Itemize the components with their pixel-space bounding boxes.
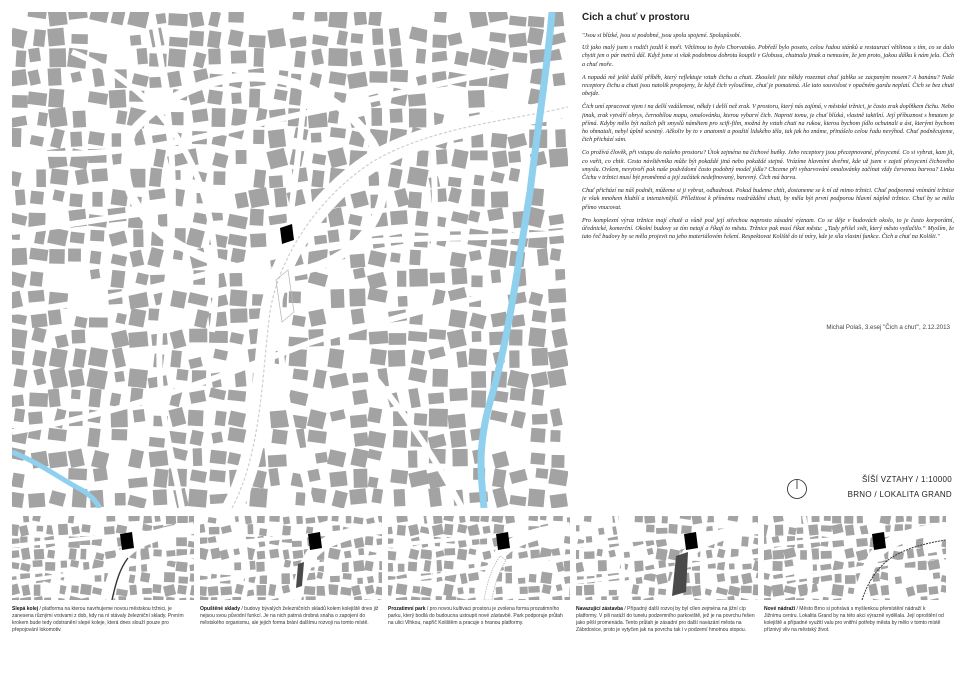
essay [582,12,954,342]
site-block [120,532,134,550]
phase-map-2 [200,516,382,600]
caption-title: Navazující zástavba [576,606,623,612]
caption-5 [764,606,944,634]
caption-title: Nové nádraží [764,606,796,612]
essay-title: Čich a chuť v prostoru [582,12,690,23]
phase-map-5 [764,516,946,600]
caption-text: / Město Brno si pohrává s myšlenkou přemístění nádraží k Jižnímu centru. Lokalita Grand by na této akci výrazně vydělala. Její oproštění od kolejiště a případné využití valu pro vnitřní potřeby města by mělo v tomto místě příznivý vliv na městský život. [764,606,944,633]
phase-map-3 [388,516,570,600]
site-block [684,532,698,550]
caption-text: / platforma na kterou navrhujeme novou městskou tržnici, je zanesena různými vrstvami z dob, kdy na ní stávaly železniční sklady. Prvním krokem bude tedy odstranění slepé koleje, která dnes slouží pouze pro přepojování lokomotiv. [12,606,184,633]
caption-1 [12,606,192,634]
caption-2 [200,606,380,627]
caption-text: / Případný další rozvoj by byl cílen zejména na jižní cíp platformy. V pili naráží do tunelu podzemního parkoviště, jež je na povrchu řešen jako pěší promenáda. Tento průtah je zásadní pro další navázání města na Zábrdovice, proto je vytyčen jak na povrchu tak i v podzemí hmotnou stopou. [576,606,755,633]
north-arrow-icon [786,478,808,500]
caption-text: / budovy bývalých železničních skladů kolem kolejiště dnes již nejsou svou původní funkcí. Je na nich patrná drobná snaha o zapojení do městského organismu, ale jejich forma brání dalšímu rozvoji na tomto místě. [200,606,379,626]
caption-text: / pro novou kultivaci prostoru je zvolena forma prozatimního parku, který bodlá do budoucna ustoupit nové zástavbě. Park podporuje průtah na ulici Vlhkou, napříč Kolištěm a pracuje s hranou platformy. [388,606,563,626]
caption-3 [388,606,568,627]
essay-paragraph: Chuť přichází na náš podnět, můžeme si ji vybrat, odhadnout. Pokud budeme chtít, dostaneme se k ní až mimo tržnici. Chuť podporená vnímání tržnice je však mnohem hlubší a intenzivnější. Příležitost k přímému rozdráždění chuti, by měla být první podporou hlavní náplně tržnice. Chuť by se měla přímo vnucovat. [582,188,954,211]
essay-paragraph: A napadá mě ještě další příběh, který reflektuje vztah čichu a chuti. Zkoušeli jste někdy rozeznat chuť jablka se zacpaným nosem? A banánu? Naše receptory čichu a chuti jsou natolik propojeny, že když čich vyloučíme, chuť je pomatená. Ale tato souvislost v opačném gardu neplatí. Čich se bez chuti obejde. [582,74,954,98]
scale-subtitle: BRNO / LOKALITA GRAND [847,490,952,499]
caption-title: Opuštěné sklady [200,606,241,612]
essay-paragraph: Co prožívá člověk, při vstupu do našeho prostoru? Útok zejména na čichové buňky. Jeho receptory jsou přecepnované, přesycené. Co si vybrat, kam jít, co vařit, co chtít. Cesta návštěvníka může být pokaždé jiná nebo pokaždé stejná. Vrázíme hlavními dveřmi, kde už jsem v zajetí přesycení čichového smyslu. Ovšem, nevytvoří pak naše podvědomí často podobný model jídla? Chceme při vybarvování omalovánky začínat vždy červenou barvou? Linku Čichu v tržnici musí být proměnná a její začátek nedefinovaný, barevný. Čich má barvu. [582,150,954,182]
essay-paragraph: Pro komplexní výraz tržnice mají chutě a vůně pod její střechou naprosto zásadní význam. Co se děje v budovách okolo, to je často korporátní, úřednické, komerční. Okolní budovy se tím netají a říkají to městu. Tržnice pak musí říkat městu: „Tady přišel svět, který město vytlačilo.“ Myslím, že tato řeč budovy by se měla projevit na jeho materiálovém řešení. Respektovat Koliště do té míry, kde je síla vlastní funkce. Čich a chuť na Kolišti." [582,217,954,241]
caption-title: Slepá kolej [12,606,39,612]
site-block [496,532,510,550]
phase-map-1 [12,516,194,600]
scale-title: ŠÍŠÍ VZTAHY / 1:10000 [861,475,952,484]
caption-4 [576,606,756,634]
essay-signature: Michal Polaš, 3.esej "Čich a chuť", 2.12.2013 [826,324,950,331]
phase-map-4 [576,516,758,600]
site-block [872,532,886,550]
main-map [12,12,568,508]
caption-title: Prozatimní park [388,606,426,612]
scale-block [812,475,952,499]
site-block [308,532,322,550]
essay-quote: "Jsou si blízké, jsou si podobné, jsou spolu spojené. Spolupůsobí. [582,33,742,39]
essay-paragraph: Už jako malý jsem s rodiči jezdil k moři. Většinou to bylo Chorvatsko. Pobřeží bylo poseto, celou řadou stánků a restaurací většinou s tím, co se dalo chytit jen o pár metrů dál. Když jsme si však podobnou dobrotu koupili v Globusu, chutnala jinak a nemusím, že jen proto, jakou dálku k nám jela. Čich a chuť moře. [582,45,954,68]
essay-paragraph: Čich umí zpracovat vjem i na delší vzdálenost, někdy i delší než zrak. V prostoru, který nás zajímá, v městské tržnici, je často zrak doplňkem čichu. Nebo jinak, zrak vytváří obrys, černobílou mapu, omalovánku, kterou vybarví čich. Naproti tomu, je chuť blízká, vlastně taktilní. Její příbuznost s hmatem je přímá. Kdyby mělo být našich pět smyslů námětem pro scifi-film, možná by vztah chuti na rukou, kterou bychom jídlo ochutnali a ást, kterými bychom ho ohmatali, nebyl úplně scestný. Ačkoliv by to v anatomii a použití lidského těla, tak jak ho známe, přinášelo celou řadu nevýhod. Chuť podněcujeme, čich přichází sám. [582,104,954,144]
